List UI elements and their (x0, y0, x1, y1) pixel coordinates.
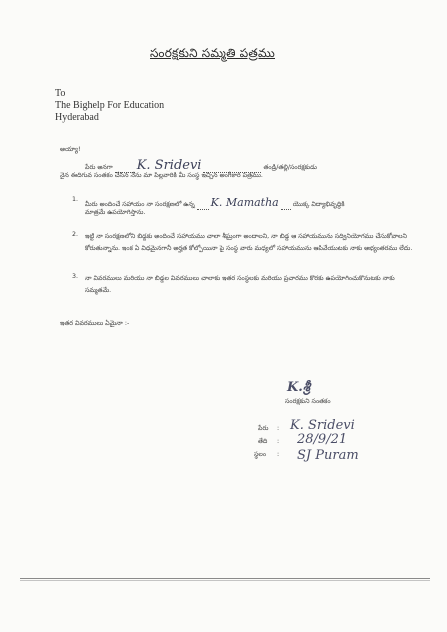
intro-line-2: నైన ఈదిగువ సంతకం చేసిన నేను మా పిల్లవారికి మీ సంస్థ ఇచ్చిన అంగీకార పత్రము. (60, 172, 263, 179)
salutation: అయ్యా! (60, 146, 81, 153)
item-number: 2. (72, 231, 79, 238)
date-label: తేది (258, 438, 268, 445)
dotted-line (197, 201, 209, 210)
student-name-handwritten: K. Mamatha (210, 196, 279, 209)
item-1-text-a: మీరు అందించే సహాయం నా సంరక్షణలో ఉన్న (85, 201, 195, 208)
signature-date-handwritten: 28/9/21 (297, 432, 348, 447)
colon: : (277, 438, 280, 445)
letter-title: సంరక్షకుని సమ్మతి పత్రము (150, 46, 275, 60)
address-org: The Bighelp For Education (55, 100, 165, 111)
place-label: స్థలం (254, 451, 267, 458)
item-1-line-1 (85, 196, 345, 210)
other-details-label: ఇతర వివరములు ఏమైనా :- (60, 320, 130, 327)
bottom-rule-shadow (20, 580, 430, 581)
item-number: 3. (72, 273, 79, 280)
item-number: 1. (72, 196, 79, 203)
intro-prefix: పేరు అనగా (85, 164, 113, 171)
intro-line (85, 158, 317, 173)
address-to: To (55, 88, 66, 99)
signature-caption: సంరక్షకుని సంతకం (285, 398, 331, 405)
bottom-rule (20, 578, 430, 579)
item-1-line-2: మాత్రమే ఉపయోగిస్తాను. (85, 209, 146, 216)
guardian-signature: K.శ్రీ (287, 380, 310, 395)
colon: : (277, 425, 280, 432)
guardian-name-handwritten: K. Sridevi (136, 158, 202, 173)
item-1-text-b: యొక్క విద్యాభివృద్ధికి (292, 201, 345, 208)
intro-suffix: తండ్రి/తల్లి/సంరక్షకుడు (263, 164, 317, 171)
address-city: Hyderabad (55, 112, 99, 123)
colon: : (277, 451, 280, 458)
signature-name-handwritten: K. Sridevi (290, 418, 355, 433)
name-label: పేరు (258, 425, 269, 432)
signature-place-handwritten: SJ Puram (297, 448, 359, 463)
dotted-line (281, 201, 291, 210)
item-3-text: నా వివరములు మరియు నా బిడ్డల వివరములు చాలాకు ఇతర సంస్థలకు మరియు ప్రచారము కొరకు ఉపయోగించుకొనుటకు నాకు సమ్మతమే. (85, 275, 395, 294)
item-2-text: ఇట్టి నా సంరక్షణలోని బిడ్డకు అందించే సహాయము చాలా శీఘ్రంగా అందాలని, నా బిడ్డ ఆ సహాయమును సద్వినియోగము చేసుకోవాలని కోరుతున్నాను. ఇంక ఏ విధమైనగానీ అర్హత కోల్పోయినా పై సంస్థ వారు మధ్యలో సహాయమును ఆపివేయుటకు నాకు అభ్యంతరము లేదు. (85, 233, 413, 252)
